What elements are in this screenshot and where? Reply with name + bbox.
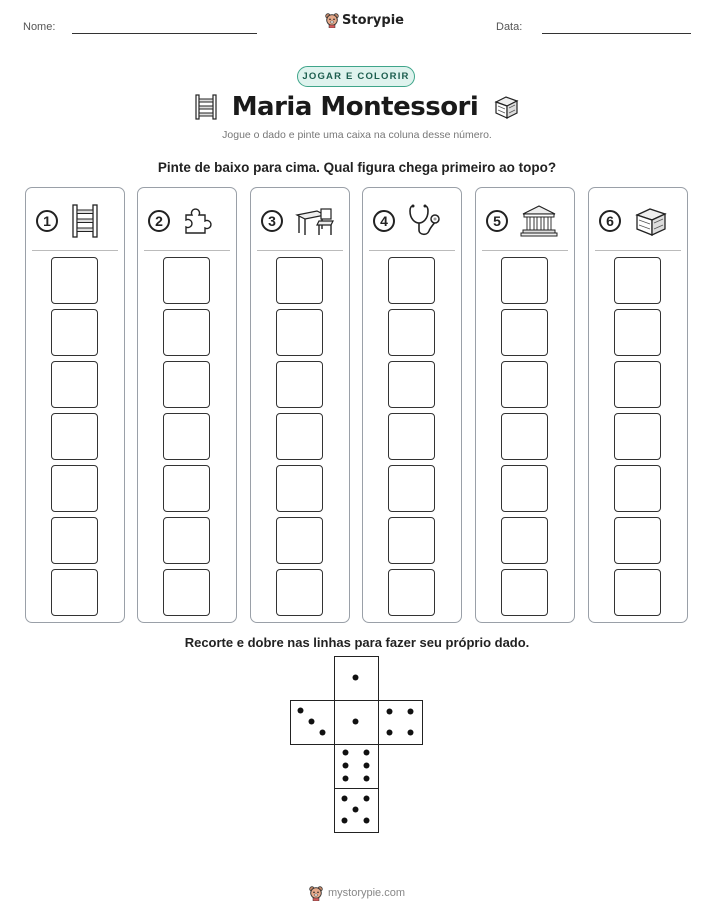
page-title: Maria Montessori [231, 92, 479, 122]
die-face-center [334, 700, 379, 745]
color-box[interactable] [614, 465, 661, 512]
ladder-icon [70, 204, 100, 238]
color-box[interactable] [276, 257, 323, 304]
color-box[interactable] [501, 517, 548, 564]
color-box[interactable] [614, 517, 661, 564]
die-face-right [378, 700, 423, 745]
name-line[interactable] [72, 33, 257, 34]
storypie-logo [325, 12, 404, 28]
column-header [598, 202, 678, 240]
color-box[interactable] [163, 413, 210, 460]
color-box[interactable] [163, 361, 210, 408]
ladder-icon [194, 94, 218, 120]
date-label: Data: [496, 21, 523, 33]
column-2 [137, 187, 237, 623]
color-box[interactable] [163, 465, 210, 512]
color-box[interactable] [388, 361, 435, 408]
color-box[interactable] [501, 361, 548, 408]
color-box[interactable] [276, 465, 323, 512]
color-box[interactable] [276, 413, 323, 460]
color-box[interactable] [614, 309, 661, 356]
name-label: Nome: [23, 21, 56, 33]
color-box[interactable] [163, 517, 210, 564]
color-box[interactable] [276, 517, 323, 564]
instruction-text: Pinte de baixo para cima. Qual figura chega primeiro ao topo? [157, 160, 557, 175]
column-header [35, 202, 115, 240]
column-header [372, 202, 452, 240]
column-3 [250, 187, 350, 623]
color-box[interactable] [51, 257, 98, 304]
column-divider [595, 250, 681, 251]
footer-url[interactable]: mystorypie.com [327, 887, 406, 899]
column-number: 1 [36, 210, 58, 232]
color-box[interactable] [163, 569, 210, 616]
color-box[interactable] [51, 361, 98, 408]
column-divider [482, 250, 568, 251]
column-header [260, 202, 340, 240]
color-box[interactable] [276, 361, 323, 408]
die-face-bottom [334, 788, 379, 833]
cut-instruction: Recorte e dobre nas linhas para fazer seu próprio dado. [184, 635, 530, 650]
color-box[interactable] [163, 257, 210, 304]
column-divider [144, 250, 230, 251]
footer [0, 885, 714, 901]
column-header [147, 202, 227, 240]
bear-icon [309, 885, 323, 901]
column-number: 6 [599, 210, 621, 232]
bear-icon [325, 12, 339, 28]
color-box[interactable] [501, 569, 548, 616]
column-number: 5 [486, 210, 508, 232]
color-box[interactable] [276, 569, 323, 616]
color-box[interactable] [388, 465, 435, 512]
stethoscope-icon [407, 203, 441, 239]
color-box[interactable] [51, 517, 98, 564]
color-box[interactable] [614, 257, 661, 304]
color-box[interactable] [388, 257, 435, 304]
color-box[interactable] [51, 569, 98, 616]
museum-icon [520, 204, 558, 238]
title-row [0, 90, 714, 124]
color-box[interactable] [388, 309, 435, 356]
color-box[interactable] [501, 309, 548, 356]
date-line[interactable] [542, 33, 691, 34]
column-divider [32, 250, 118, 251]
color-box[interactable] [51, 413, 98, 460]
color-box[interactable] [614, 569, 661, 616]
color-box[interactable] [614, 361, 661, 408]
color-box[interactable] [51, 309, 98, 356]
die-face-top [334, 656, 379, 701]
brand-name: Storypie [342, 12, 404, 28]
color-box[interactable] [388, 413, 435, 460]
column-6 [588, 187, 688, 623]
column-5 [475, 187, 575, 623]
color-box[interactable] [51, 465, 98, 512]
school-desk-icon [295, 205, 335, 237]
wooden-block-icon [633, 205, 669, 237]
color-box[interactable] [163, 309, 210, 356]
color-box[interactable] [501, 413, 548, 460]
die-face-lower [334, 744, 379, 789]
column-divider [257, 250, 343, 251]
die-face-left [290, 700, 335, 745]
color-box[interactable] [501, 257, 548, 304]
color-box[interactable] [388, 517, 435, 564]
column-number: 4 [373, 210, 395, 232]
column-divider [369, 250, 455, 251]
color-box[interactable] [388, 569, 435, 616]
subtitle: Jogue o dado e pinte uma caixa na coluna desse número. [222, 129, 492, 141]
column-1 [25, 187, 125, 623]
column-number: 3 [261, 210, 283, 232]
color-box[interactable] [276, 309, 323, 356]
puzzle-piece-icon [182, 206, 212, 236]
category-badge: JOGAR E COLORIR [297, 66, 415, 87]
column-4 [362, 187, 462, 623]
column-number: 2 [148, 210, 170, 232]
color-box[interactable] [501, 465, 548, 512]
color-box[interactable] [614, 413, 661, 460]
column-header [485, 202, 565, 240]
wooden-block-icon [492, 94, 520, 120]
